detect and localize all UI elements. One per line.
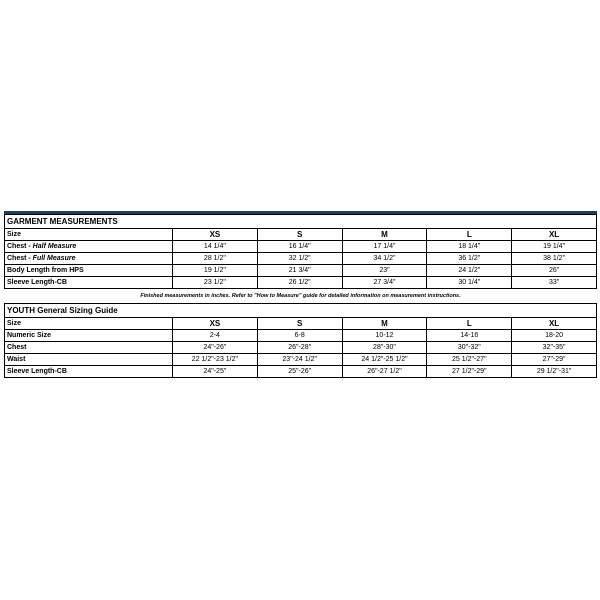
table-cell: 27 1/2"-29" (427, 366, 512, 378)
table-cell: 24 1/2" (427, 265, 512, 277)
table-cell: 24"-25" (173, 366, 258, 378)
table-cell: 25 1/2"-27" (427, 354, 512, 366)
table-cell: 25"-26" (257, 366, 342, 378)
table-cell: 26"-28" (257, 342, 342, 354)
table-cell: 28"-30" (342, 342, 427, 354)
table-cell: 19 1/2" (173, 265, 258, 277)
table-cell: 33" (512, 277, 597, 289)
table-cell: 28 1/2" (173, 253, 258, 265)
table-cell: 23" (342, 265, 427, 277)
table-cell: 18-20 (512, 330, 597, 342)
table-cell: 6-8 (257, 330, 342, 342)
table-cell: 32 1/2" (257, 253, 342, 265)
table-row (5, 330, 597, 342)
measurement-note: Finished measurements in inches. Refer to "How to Measure" guide for detailed information on measurement instructions. (140, 293, 461, 299)
header-cell: XS (173, 229, 258, 241)
header-cell: S (257, 229, 342, 241)
table-row (5, 253, 597, 265)
table-cell: 30 1/4" (427, 277, 512, 289)
header-cell: Size (5, 229, 173, 241)
table-cell: 32"-35" (512, 342, 597, 354)
table-cell: 17 1/4" (342, 241, 427, 253)
table-cell: 30"-32" (427, 342, 512, 354)
header-cell: M (342, 229, 427, 241)
table-row (5, 265, 597, 277)
row-label: Body Length from HPS (5, 265, 173, 277)
table-row (5, 354, 597, 366)
youth-sizing-table (4, 303, 597, 378)
table-cell: 27 3/4" (342, 277, 427, 289)
header-cell: L (427, 229, 512, 241)
table-cell: 14-16 (427, 330, 512, 342)
table-cell: 10-12 (342, 330, 427, 342)
row-label (5, 241, 173, 253)
row-label: Sleeve Length-CB (5, 366, 173, 378)
row-label: Numeric Size (5, 330, 173, 342)
table-cell: 36 1/2" (427, 253, 512, 265)
row-label-italic: Half Measure (32, 243, 77, 250)
table-cell: 2-4 (173, 330, 258, 342)
header-cell: XL (512, 318, 597, 330)
row-label: Sleeve Length-CB (5, 277, 173, 289)
table-cell: 21 3/4" (257, 265, 342, 277)
table-cell: 27"-29" (512, 354, 597, 366)
garment-header-row (5, 229, 597, 241)
table-cell: 29 1/2"-31" (512, 366, 597, 378)
garment-table-title: GARMENT MEASUREMENTS (5, 215, 597, 229)
table-row (5, 241, 597, 253)
youth-header-row (5, 318, 597, 330)
table-cell: 22 1/2"-23 1/2" (173, 354, 258, 366)
row-label-text: Chest - (7, 255, 33, 262)
header-cell: XL (512, 229, 597, 241)
row-label (5, 253, 173, 265)
table-cell: 14 1/4" (173, 241, 258, 253)
table-cell: 23"-24 1/2" (257, 354, 342, 366)
table-cell: 34 1/2" (342, 253, 427, 265)
table-cell: 19 1/4" (512, 241, 597, 253)
header-cell: L (427, 318, 512, 330)
table-row (5, 277, 597, 289)
table-cell: 16 1/4" (257, 241, 342, 253)
garment-measurements-table (4, 214, 597, 289)
table-cell: 26 1/2" (257, 277, 342, 289)
header-cell: M (342, 318, 427, 330)
table-cell: 23 1/2" (173, 277, 258, 289)
row-label: Chest (5, 342, 173, 354)
header-cell: Size (5, 318, 173, 330)
table-row (5, 366, 597, 378)
youth-table-title: YOUTH General Sizing Guide (5, 304, 597, 318)
header-cell: S (257, 318, 342, 330)
table-cell: 24"-26" (173, 342, 258, 354)
header-cell: XS (173, 318, 258, 330)
row-label: Waist (5, 354, 173, 366)
table-cell: 38 1/2" (512, 253, 597, 265)
table-row (5, 342, 597, 354)
table-cell: 24 1/2"-25 1/2" (342, 354, 427, 366)
table-cell: 26" (512, 265, 597, 277)
table-cell: 18 1/4" (427, 241, 512, 253)
row-label-text: Chest - (7, 243, 33, 250)
sizing-document (4, 211, 597, 378)
row-label-italic: Full Measure (32, 255, 76, 262)
table-cell: 26"-27 1/2" (342, 366, 427, 378)
